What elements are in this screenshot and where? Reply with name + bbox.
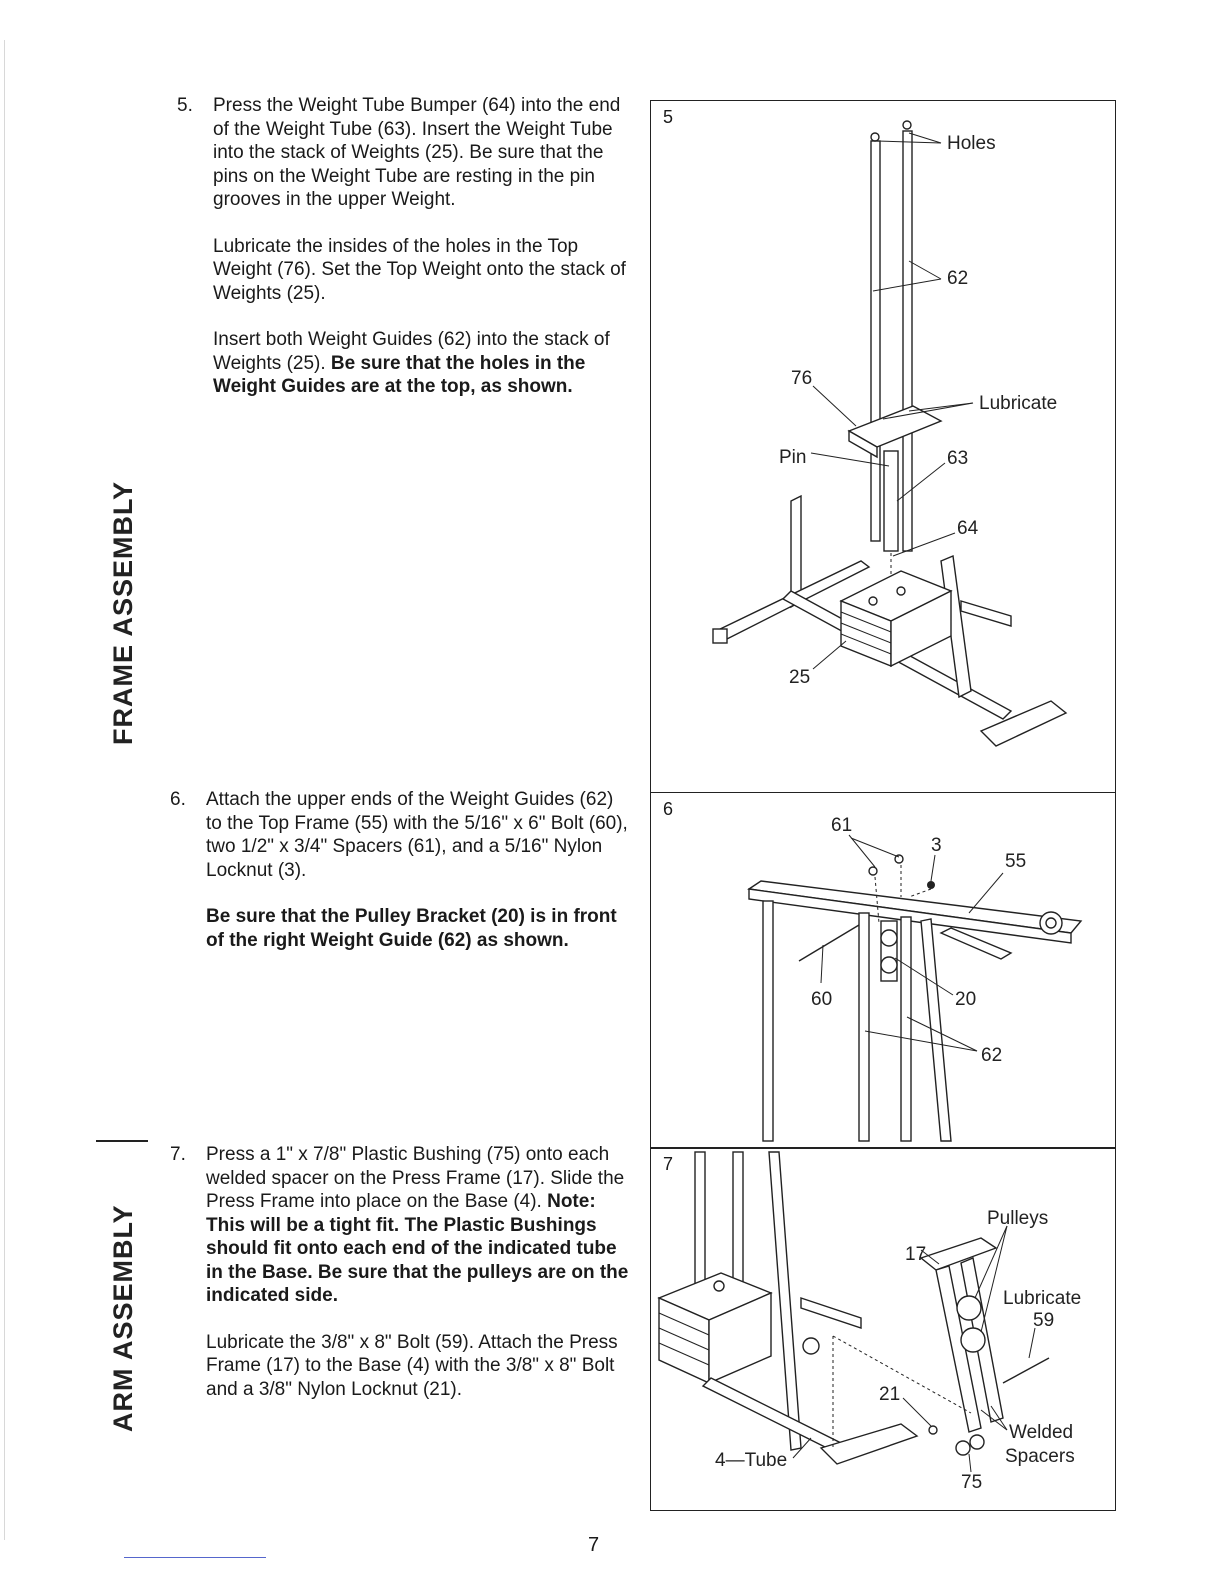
callout-17: 17 [905,1244,927,1265]
frame-upright [763,901,773,1141]
callout-59: 59 [1033,1310,1055,1331]
step-paragraph: Press the Weight Tube Bumper (64) into the end of the Weight Tube (63). Insert the Weight Tube into the stack of Weights (25). Be sure that the pins on the Weight Tube are resting in the pin grooves in the upper Weight. [213,95,621,210]
step-paragraph: Be sure that the Pulley Bracket (20) is in front of the right Weight Guide (62) as shown. [206,906,617,951]
callout-pulleys: Pulleys [987,1208,1049,1229]
callout-63: 63 [947,448,969,469]
section-label-arm-assembly: ARM ASSEMBLY [108,1204,138,1432]
step-7 [170,1143,630,1424]
frame-end-cap [1040,912,1062,934]
step-5 [177,94,627,422]
foot-plate [821,1424,917,1464]
section-label-frame-assembly: FRAME ASSEMBLY [108,480,138,745]
top-frame [749,881,1081,933]
page-number: 7 [588,1534,600,1556]
callout-lubricate: Lubricate [1003,1288,1082,1309]
weight-guide-right [903,131,912,551]
figure-7 [650,1147,1116,1511]
step-paragraph: Insert both Weight Guides (62) into the stack of Weights (25). Be sure that the holes in the Weight Guides are at the top, as shown. [213,329,610,397]
callout-3: 3 [931,835,942,856]
side-bar [961,601,1011,626]
section-divider [96,1140,148,1142]
bolt [799,925,859,961]
figure-5-drawing [651,101,1117,794]
frame-upright [769,1152,801,1450]
callout-lubricate: Lubricate [979,393,1058,414]
callout-welded: Welded [1009,1422,1074,1443]
callout-holes: Holes [947,133,996,154]
spacer [869,867,877,875]
figure-5 [650,100,1116,793]
figure-number: 6 [663,799,674,819]
callout-55: 55 [1005,851,1027,872]
callout-base-tube: 4—Tube [715,1450,788,1471]
bushing [956,1441,970,1455]
figure-7-drawing [651,1148,1117,1512]
locknut [929,1426,937,1434]
pulley [881,957,897,973]
callout-64: 64 [957,518,979,539]
guide-hole [871,133,879,141]
figure-6 [650,792,1116,1149]
callout-21: 21 [879,1384,901,1405]
weight-guide-angled [921,919,951,1141]
callout-62: 62 [947,268,969,289]
callout-61: 61 [831,815,853,836]
side-bar [801,1298,861,1328]
step-number: 6. [170,789,186,810]
page-edge-rule [4,40,5,1540]
step-paragraph: Lubricate the insides of the holes in the Top Weight (76). Set the Top Weight onto the stack of Weights (25). [213,235,626,304]
callout-60: 60 [811,989,833,1010]
bolt [1003,1358,1049,1383]
weight-guide-left [859,913,869,1141]
pulley [881,930,897,946]
footer-rule [124,1557,266,1558]
weight-stack [659,1273,771,1383]
step-number: 5. [177,95,193,116]
press-frame-top [921,1238,996,1270]
step-paragraph: Press a 1" x 7/8" Plastic Bushing (75) onto each welded spacer on the Press Frame (17). Slide the Press Frame into place on the Base (4). Note: This will be a tight fit. The Plastic Bushings should fit onto each end of the indicated tube in the Base. Be sure that the pulleys are on the indicated side. [206,1144,629,1306]
figure-6-drawing [651,793,1117,1150]
figure-number: 5 [663,107,674,127]
rail-cap [713,629,727,643]
callout-pin: Pin [779,447,807,468]
weight-guide-left [871,141,880,541]
base-tube [703,1378,851,1456]
guide-hole [903,121,911,129]
callout-20: 20 [955,989,977,1010]
step-6 [170,788,630,975]
pulley [957,1296,981,1320]
figure-number: 7 [663,1154,674,1174]
locknut [927,881,935,889]
callout-spacers: Spacers [1005,1446,1075,1467]
bushing [970,1435,984,1449]
step-paragraph: Lubricate the 3/8" x 8" Bolt (59). Attach the Press Frame (17) to the Base (4) with the 3/8" x 8" Bolt and a 3/8" Nylon Locknut (21). [206,1331,618,1400]
pulley-small [803,1338,819,1354]
callout-25: 25 [789,667,811,688]
weight-stack [841,571,951,666]
step-paragraph: Attach the upper ends of the Weight Guides (62) to the Top Frame (55) with the 5/16" x 6" Bolt (60), two 1/2" x 3/4" Spacers (61), and a 5/16" Nylon Locknut (3). [206,789,628,881]
weight-guide-right [901,917,911,1141]
step-number: 7. [170,1144,186,1165]
callout-76: 76 [791,368,813,389]
callout-62: 62 [981,1045,1003,1066]
callout-75: 75 [961,1472,983,1493]
